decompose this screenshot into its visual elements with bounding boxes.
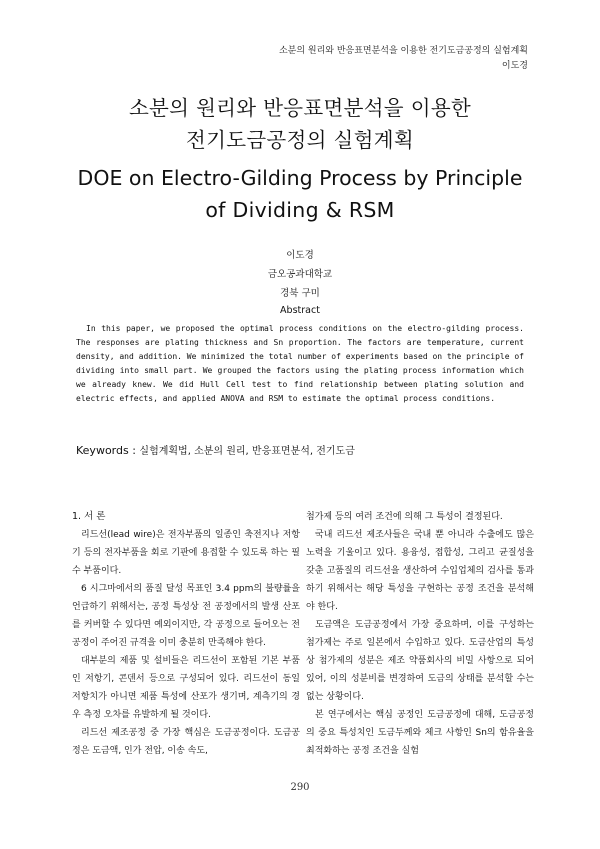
body-paragraph: 6 시그마에서의 품질 달성 목표인 3.4 ppm의 불량률을 언급하기 위해서는, 공정 특성상 전 공정에서의 발생 산포를 커버할 수 있다면 예외이지만, 각 공정으로 들어오는 전 공정이 주어진 규격을 이미 충분히 만족해야 한다. <box>72 584 300 648</box>
page-number: 290 <box>290 782 310 793</box>
author-location: 경북 구미 <box>280 288 320 299</box>
body-paragraph: 리드선(lead wire)은 전자부품의 일종인 축전지나 저항기 등의 전자부품을 회로 기판에 용접할 수 있도록 하는 필수 부품이다. <box>72 530 300 576</box>
title-korean-line-2: 전기도금공정의 실험계획 <box>186 128 414 152</box>
body-column-left <box>72 508 300 760</box>
running-head <box>279 44 528 74</box>
title-english-line-2: of Dividing & RSM <box>205 198 395 222</box>
running-head-author: 이도경 <box>501 61 528 71</box>
abstract <box>76 322 524 406</box>
author-name: 이도경 <box>286 250 314 261</box>
keywords-label: Keywords : <box>76 444 140 457</box>
body-paragraph-continued: 첨가제 등의 여러 조건에 의해 그 특성이 결정된다. <box>306 512 503 522</box>
body-paragraph: 국내 리드선 제조사들은 국내 뿐 아니라 수출에도 많은 노력을 기울이고 있다. 용융성, 접합성, 그리고 균질성을 갖춘 고품질의 리드선을 생산하여 수입업체의 검사를 통과하기 위해서는 해당 특성을 구현하는 공정 조건을 분석해야 한다. <box>306 530 534 612</box>
title-block <box>60 92 540 226</box>
body-paragraph: 리드선 제조공정 중 가장 핵심은 도금공정이다. 도금공정은 도금액, 인가 전압, 이송 속도, <box>72 728 300 756</box>
running-head-title: 소분의 원리와 반응표면분석을 이용한 전기도금공정의 실험계획 <box>278 46 528 56</box>
keywords-text: 실험계획법, 소분의 원리, 반응표면분석, 전기도금 <box>139 446 355 457</box>
author-affiliation: 금오공과대학교 <box>267 269 333 280</box>
body-paragraph: 대부분의 제품 및 설비들은 리드선이 포함된 기본 부품인 저항기, 콘덴서 등으로 구성되어 있다. 리드선이 동일 저항치가 아니면 제품 특성에 산포가 생기며, 계측기의 경우 측정 오차를 유발하게 될 것이다. <box>72 656 300 720</box>
abstract-heading: Abstract <box>280 305 320 316</box>
title-korean-line-1: 소분의 원리와 반응표면분석을 이용한 <box>128 96 472 120</box>
title-english-line-1: DOE on Electro-Gilding Process by Principle <box>77 166 523 190</box>
author-block <box>0 246 600 303</box>
body-paragraph: 본 연구에서는 핵심 공정인 도금공정에 대해, 도금공정의 중요 특성치인 도금두께와 체크 사항인 Sn의 함유율을 최적화하는 공정 조건을 실험 <box>306 710 534 756</box>
abstract-text: In this paper, we proposed the optimal process conditions on the electro-gilding process. The responses are plating thickness and Sn proportion. The factors are temperature, current density, and addition. We minimized the total number of experiments based on the principle of dividing into small part. We grouped the factors using the plating process information which we already knew. We did Hull Cell test to find relationship between plating solution and electric effects, and applied ANOVA and RSM to estimate the optimal process conditions. <box>76 324 524 403</box>
section-heading-introduction: 1. 서 론 <box>72 511 106 522</box>
keywords <box>76 443 540 460</box>
body-paragraph: 도금액은 도금공정에서 가장 중요하며, 이를 구성하는 첨가제는 주로 일본에서 수입하고 있다. 도금산업의 특성상 첨가제의 성분은 제조 약품회사의 비밀 사항으로 되어있어, 이의 성분비를 변경하여 도금의 상태를 분석할 수는 없는 상황이다. <box>306 620 534 702</box>
body-column-right <box>306 508 534 760</box>
